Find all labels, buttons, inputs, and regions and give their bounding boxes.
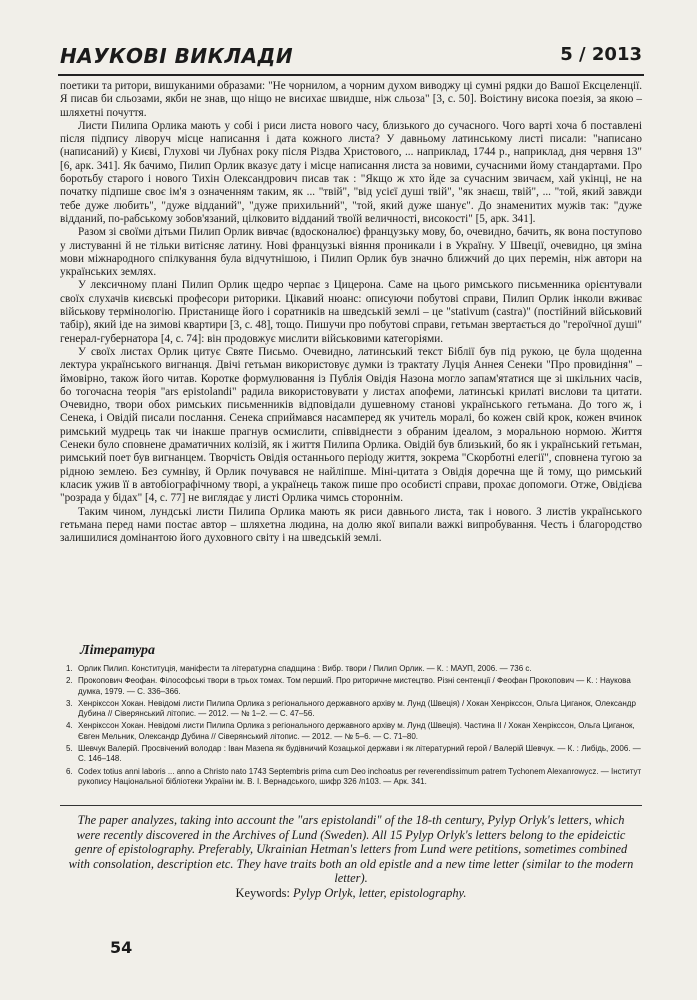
reference-text: Хенрікссон Хокан. Невідомі листи Пилипа Орлика з регіонального державного архіву м. Лунд (Швеція). Частина ІІ / Хокан Хенрікссон, Ольга Циганок, Євген Мельник, Олександр Дубина // Сіверянський літопис. — 2012. — № 5–6. — С. 71–80. [78, 721, 635, 741]
reference-number: 6. [66, 766, 73, 776]
reference-text: Прокопович Феофан. Філософські твори в трьох томах. Том перший. Про риторичне мистецтво. Різні сентенції / Феофан Прокопович — К. : Наукова думка, 1979. — С. 336–366. [78, 676, 631, 696]
reference-item [66, 744, 642, 765]
section-divider [60, 805, 642, 806]
reference-text: Codex totius anni laboris ... anno a Christo nato 1743 Septembris prima cum Deo inchoatus per reverendissimum patrem Tychonem Alexanrowycz. — Інститут рукопису Національної бібліотеки України ім. В. І. Вернадського, шифр 326 /п103. — Арк. 341. [78, 766, 642, 786]
keywords-line [236, 886, 467, 900]
literature-heading: Література [80, 643, 155, 658]
running-header [58, 40, 644, 76]
reference-text: Шевчук Валерій. Просвічений володар : Іван Мазепа як будівничий Козацької держави і як літературний герой / Валерій Шевчук. — К. : Либідь, 2006. — С. 146–148. [78, 744, 641, 764]
reference-number: 3. [66, 698, 73, 708]
reference-item [66, 664, 642, 674]
reference-list [66, 664, 642, 789]
reference-number: 1. [66, 664, 73, 673]
paragraph: Листи Пилипа Орлика мають у собі і риси листа нового часу, близького до сучасного. Чого варті хоча б поставлені після підпису ліворуч місце написання і дата кожного листа? У давньому латинському листі писали: "написано (написаний) у Києві, Глухові чи Лубнах року після Різдва Христового, ... наприклад, 1744 р., наприклад, дня червня 13" [6, арк. 341]. Як бачимо, Пилип Орлик вказує дату і місце написання листа за новими, сучасними йому стандартами. Про боротьбу старого і нового Тихін Олександрович писав так : "Якщо ж хто йде за сучасним звичаєм, хай укінці, не на початку підпише своє ім'я з означенням таким, як ... "твій", "від усієї душі твій", "як знаєш, твій", ... "той, який завжди тебе дуже любить", "дуже відданий", "дуже прихильний", "той, який дуже шанує". До знаменитих мужів так: "дуже відданий, по-рабському зобов'язаний, цілковито відданий твоїй величності, високості" [5, арк. 341]. [60, 119, 642, 225]
article-body [60, 80, 642, 545]
issue-number: 5 / 2013 [560, 44, 642, 65]
reference-text: Орлик Пилип. Конституція, маніфести та літературна спадщина : Вибр. твори / Пилип Орлик. — К. : МАУП, 2006. — 736 с. [78, 664, 532, 673]
reference-item [66, 721, 642, 742]
paragraph: поетики та ритори, вишуканими образами: "Не чорнилом, а чорним духом виводжу ці сумні рядки до Вашої Ексцеленції. Я писав би сльозами, якби не знав, що ніщо не висихає швидше, ніж сльоза" [3, с. 50]. Воістину висока поезія, за якою – шляхетні почуття. [60, 80, 642, 119]
keywords-label: Keywords: [235, 885, 290, 900]
reference-number: 2. [66, 676, 73, 686]
page-number: 54 [110, 938, 133, 957]
reference-number: 4. [66, 721, 73, 731]
paragraph: Таким чином, лундські листи Пилипа Орлика мають як риси давнього листа, так і нового. З листів українського гетьмана перед нами постає автор – шляхетна людина, на долю якої випали важкі випробування. Честь і благородство залишилися домінантою його духовного світу і на шведській землі. [60, 505, 642, 545]
journal-title: НАУКОВІ ВИКЛАДИ [60, 44, 294, 68]
keywords-list: Pylyp Orlyk, letter, epistolography. [293, 885, 467, 900]
abstract-text: The paper analyzes, taking into account the "ars epistolandi" of the 18-th century, Pylyp Orlyk's letters, which were recently discovered in the Archives of Lund (Sweden). All 15 Pylyp Orlyk's letters belong to the epideictic genre of epistolography. Preferably, Ukrainian Hetman's letters from Lund were petitions, sometimes combined with consolation, description etc. They have traits both an old epistle and a new time letter (similar to the modern letter). [68, 813, 634, 886]
reference-item [66, 699, 642, 720]
reference-item [66, 676, 642, 697]
paragraph: Разом зі своїми дітьми Пилип Орлик вивчає (вдосконалює) французьку мову, бо, очевидно, бачить, як вона поступово у листуванні й не тільки витісняє латину. Нові французькі віяння проникали і в Україну. У Швеції, очевидно, ця зміна мови міжнародного спілкування була відчутнішою, і Пилип Орлик був значно ближчий до цих перемін, ніж автори на українських землях. [60, 226, 642, 279]
paragraph: У лексичному плані Пилип Орлик щедро черпає з Цицерона. Саме на цього римського письменника орієнтували своїх слухачів києвські професори риторики. Цікавий нюанс: описуючи побутові справи, Пилип Орлик інколи вживає військову термінологію. Пристанище його і соратників на шведській землі – це "stativum (castra)" (постійний військовий табір), який іде на зимові квартири [3, с. 48], тощо. Пишучи про побутові справи, гетьман звертається до "героїчної душі" генерал-губернатора [4, с. 74]: він продовжує мислити військовими категоріями. [60, 279, 642, 345]
english-abstract [68, 813, 634, 901]
paragraph: У своїх листах Орлик цитує Святе Письмо. Очевидно, латинський текст Біблії був під рукою, це була щоденна лектура українського вигнанця. Двічі гетьман використовує думки із трактату Луція Аннея Сенеки "Про провидіння" – ймовірно, також його читав. Коротке формулювання із Публія Овідія Назона могло запам'ятатися ще зі шкільних часів, бо тогочасна теорія "ars epistolandi" радила використовувати у листах апофеми, латинські крилаті вислови та цитати. Очевидно, твори обох римських письменників відповідали душевному станові українського гетьмана. До того ж, і Сенека, і Овідій писали послання. Сенека сприймався насамперед як учитель моралі, бо кожен свій крок, кожен вчинок римський мудрець так чи інакше прагнув осмислити, співвіднести з обраним ідеалом, з моральною нормою. Життя Сенеки було сповнене драматичних колізій, як і життя Пилипа Орлика. Овідій був близький, бо як і український гетьман, римський поет був вигнанцем. Творчість Овідія останнього періоду життя, зокрема "Скорботні елегії", сповнена тугою за рідною землею. Без сумніву, й Орлик почувався не найліпше. Міні-цитата з Овідія доречна ще й тому, що римський класик ужив її в автобіографічному творі, а українець також пише про особисті справи, прохає допомоги. Отже, Овідієва "розрада у бідах" [4, с. 77] не виглядає у листі Орлика чимсь стороннім. [60, 345, 642, 505]
reference-item [66, 767, 642, 788]
reference-number: 5. [66, 744, 73, 754]
reference-text: Хенрікссон Хокан. Невідомі листи Пилипа Орлика з регіонального державного архіву м. Лунд (Швеція) / Хокан Хенрікссон, Ольга Циганок, Олександр Дубина // Сіверянський літопис. — 2012. — № 1–2. — С. 47–56. [78, 698, 636, 719]
